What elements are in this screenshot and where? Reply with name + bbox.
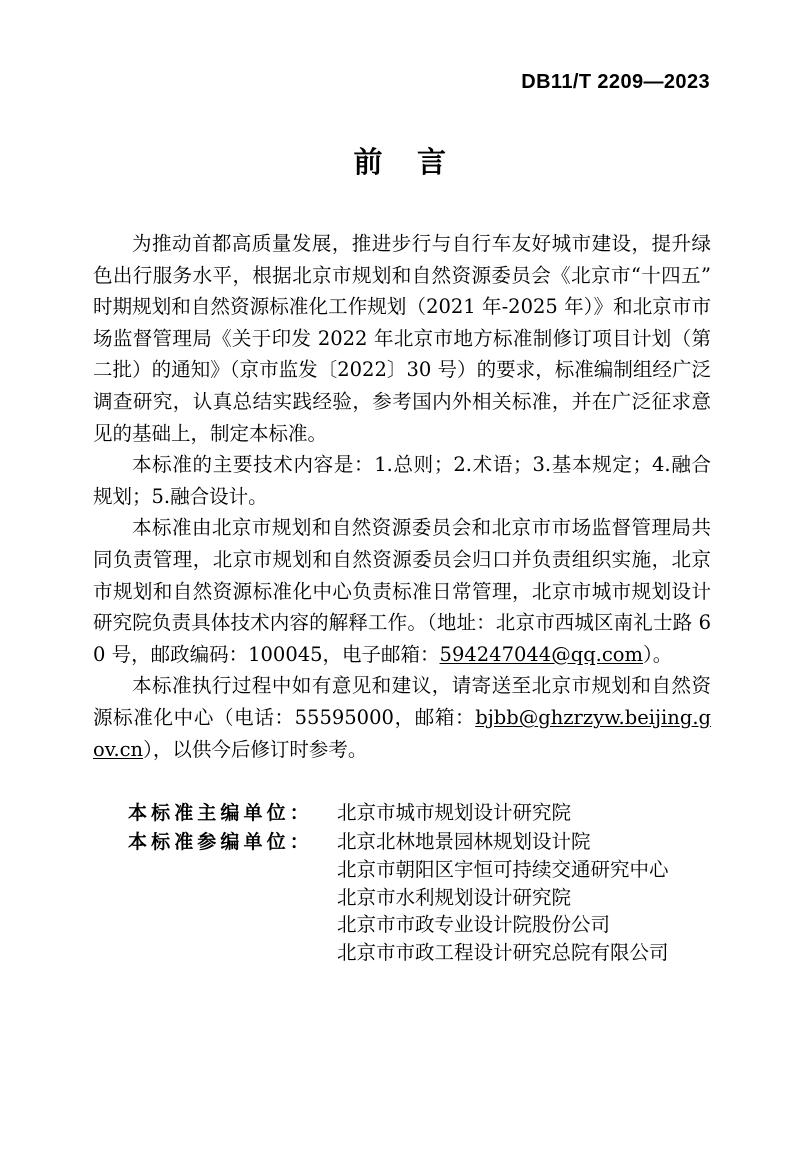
editing-unit-label: 本标准参编单位： (128, 830, 313, 853)
editing-unit-row (128, 799, 718, 828)
editing-unit-name: 北京市市政专业设计院股份公司 (337, 913, 611, 936)
running-header-standard-number: DB11/T 2209—2023 (521, 71, 710, 93)
paragraph-text: ），以供今后修订时参考。 (143, 737, 368, 761)
editing-unit-row (128, 828, 718, 857)
page-title-char-2: 言 (417, 145, 447, 179)
editing-units-list (128, 799, 718, 966)
editing-unit-row (128, 856, 718, 884)
editing-unit-label: 本标准主编单位： (128, 802, 313, 824)
email-link[interactable]: bjbb@ghzrzyw.beijing.gov.cn (93, 705, 711, 761)
editing-unit-name: 北京市朝阳区宇恒可持续交通研究中心 (337, 858, 669, 881)
foreword-paragraph (93, 228, 711, 449)
foreword-paragraph (93, 512, 711, 670)
paragraph-text: 本标准执行过程中如有意见和建议，请寄送至北京市规划和自然资源标准化中心（电话：55595000，邮箱： (93, 674, 711, 729)
paragraph-text: ）。 (643, 642, 673, 666)
editing-unit-row (128, 911, 718, 939)
paragraph-text: 本标准由北京市规划和自然资源委员会和北京市市场监督管理局共同负责管理，北京市规划和自然资源委员会归口并负责组织实施，北京市规划和自然资源标准化中心负责标准日常管理，北京市城市规划设计研究院负责具体技术内容的解释工作。（地址：北京市西城区南礼士路 60 号，邮政编码：100045，电子邮箱： (93, 516, 711, 666)
foreword-body (93, 228, 711, 765)
paragraph-text: 本标准的主要技术内容是：1.总则；2.术语；3.基本规定；4.融合规划；5.融合设计。 (93, 453, 711, 508)
page-title-char-1: 前 (353, 145, 383, 179)
foreword-paragraph (93, 670, 711, 765)
editing-unit-name: 北京市水利规划设计研究院 (337, 885, 572, 909)
editing-unit-row (128, 939, 718, 967)
email-link[interactable]: 594247044@qq.com (439, 642, 644, 666)
paragraph-text: 为推动首都高质量发展，推进步行与自行车友好城市建设，提升绿色出行服务水平，根据北京市规划和自然资源委员会《北京市“十四五”时期规划和自然资源标准化工作规划（2021 年-2025 年）》和北京市市场监督管理局《关于印发 2022 年北京市地方标准制修订项目计划（第二批）的通知》（京市监发〔2022〕30 号）的要求，标准编制组经广泛调查研究，认真总结实践经验，参考国内外相关标准，并在广泛征求意见的基础上，制定本标准。 (93, 232, 711, 445)
foreword-paragraph (93, 449, 711, 512)
page-title (0, 142, 800, 182)
editing-unit-name: 北京市市政工程设计研究总院有限公司 (337, 940, 669, 964)
editing-unit-row (128, 884, 718, 912)
editing-unit-name: 北京市城市规划设计研究院 (337, 801, 572, 824)
editing-unit-name: 北京北林地景园林规划设计院 (337, 829, 591, 853)
